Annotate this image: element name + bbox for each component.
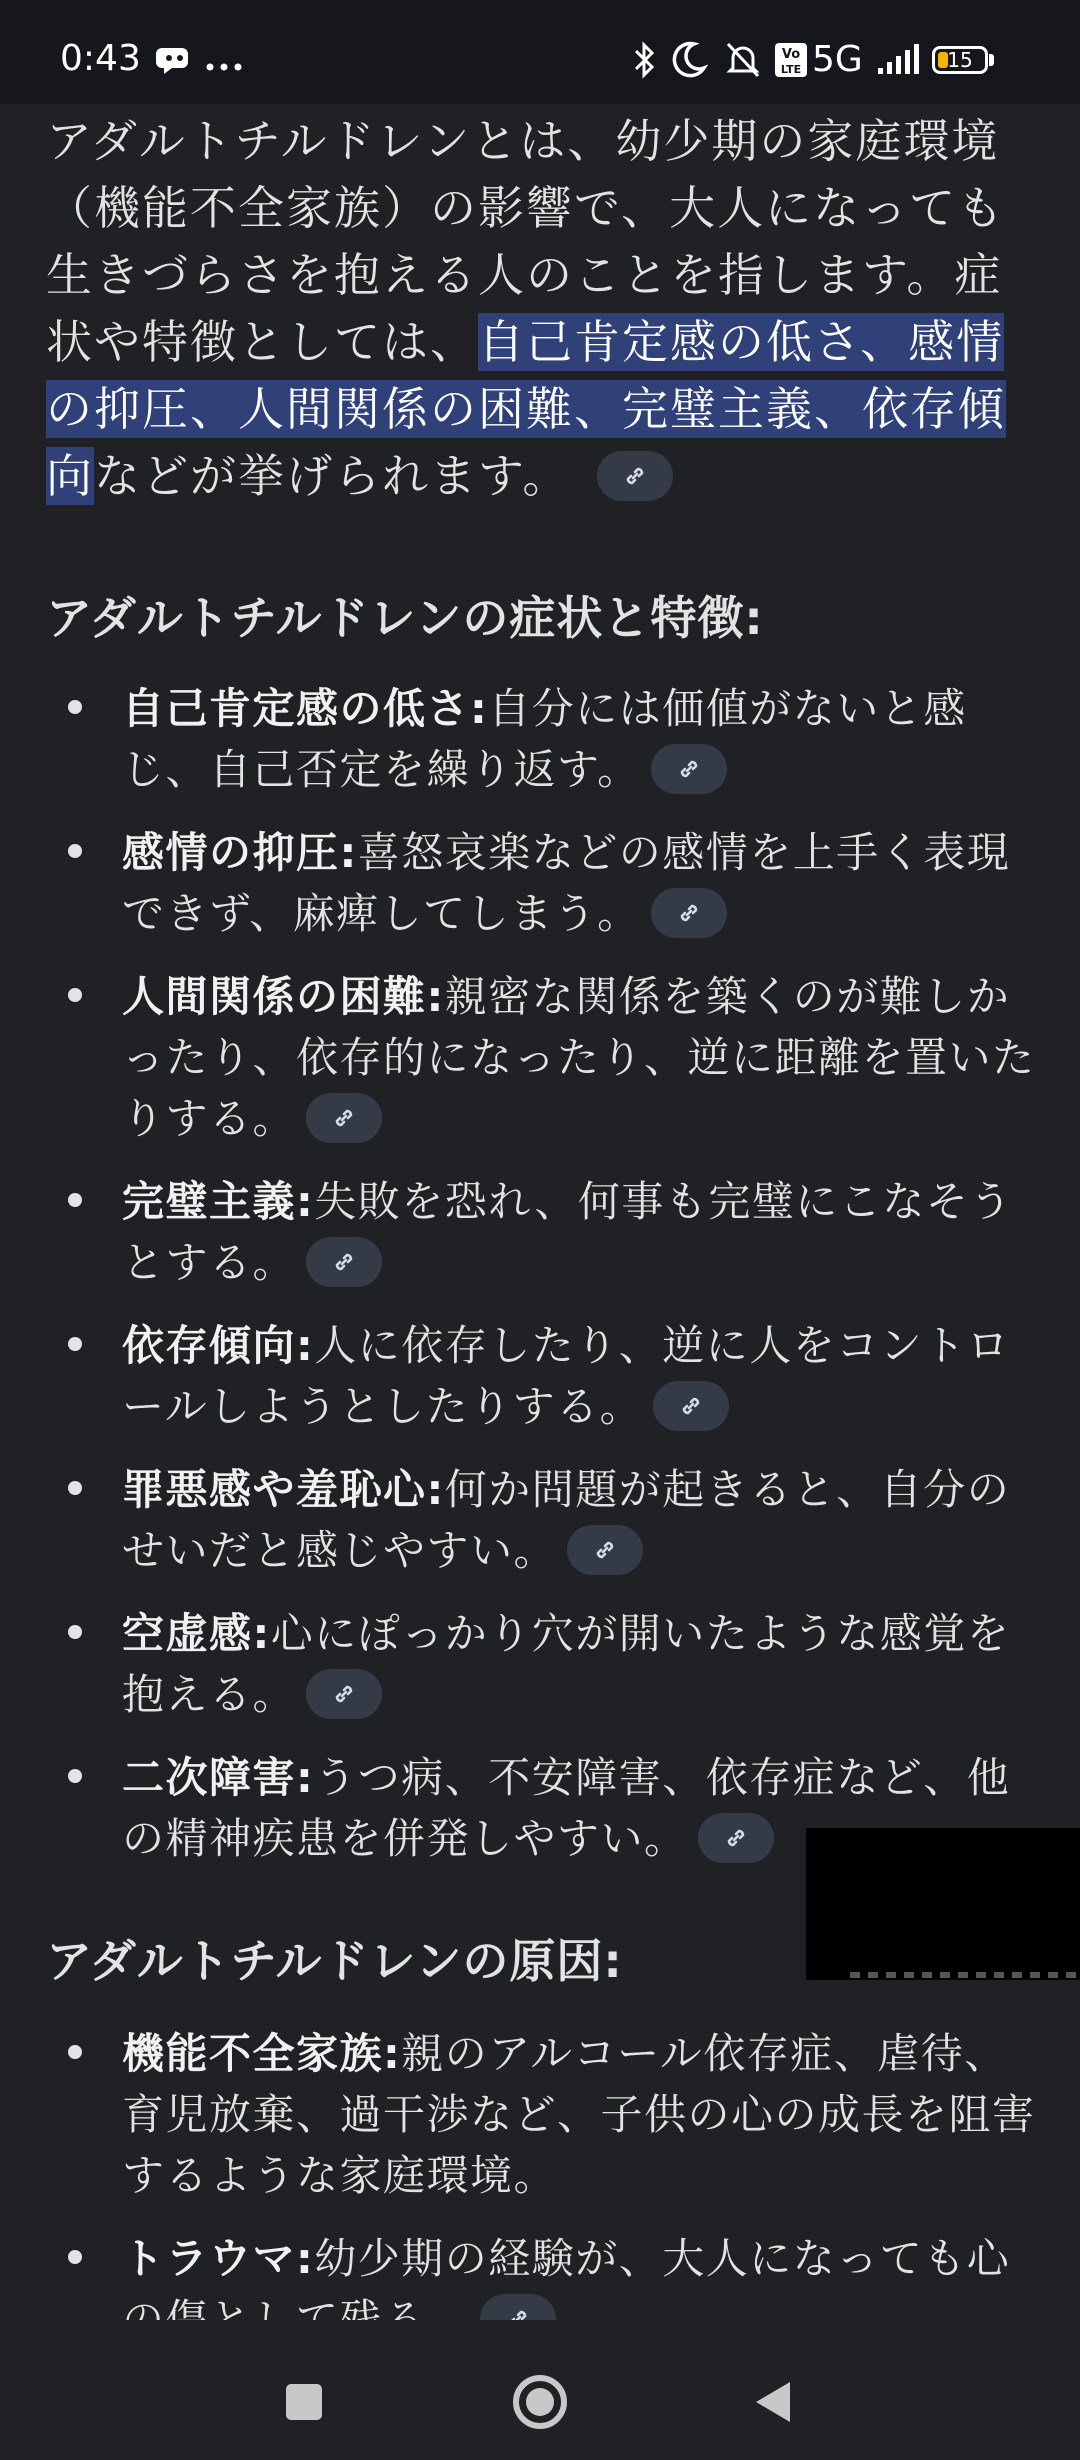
item-term: 完璧主義: xyxy=(122,1177,315,1226)
item-term: 依存傾向: xyxy=(122,1321,315,1370)
do-not-disturb-icon xyxy=(672,40,708,84)
source-link-chip[interactable] xyxy=(653,1381,729,1431)
list-item xyxy=(46,1459,1036,1581)
item-term: 機能不全家族: xyxy=(122,2029,402,2078)
status-bar xyxy=(0,0,1080,104)
item-desc: 何か問題が起きると、自分のせいだと感じやすい。 xyxy=(122,1465,1011,1575)
source-link-chip[interactable] xyxy=(651,744,727,794)
item-term: 罪悪感や羞恥心: xyxy=(122,1465,445,1514)
link-icon xyxy=(592,1537,618,1563)
intro-highlight[interactable]: 自己肯定感の低さ、感情の抑圧、人間関係の困難、完璧主義、依存傾向 xyxy=(46,315,1006,503)
item-desc: 人に依存したり、逆に人をコントロールしようとしたりする。 xyxy=(122,1321,1011,1431)
response-content xyxy=(46,104,1036,2372)
status-time: 0:43 xyxy=(60,38,141,79)
item-term: トラウマ: xyxy=(122,2234,315,2283)
network-type: 5G xyxy=(812,39,863,80)
item-term: 自己肯定感の低さ: xyxy=(122,684,489,733)
list-item xyxy=(46,678,1036,800)
more-dots-icon xyxy=(206,56,242,75)
battery-icon xyxy=(932,46,988,74)
link-icon xyxy=(331,1681,357,1707)
causes-list xyxy=(46,2023,1036,2350)
link-icon xyxy=(331,1249,357,1275)
svg-text:LTE: LTE xyxy=(780,63,802,76)
item-desc: 喜怒哀楽などの感情を上手く表現できず、麻痺してしまう。 xyxy=(122,828,1011,938)
list-item xyxy=(46,1171,1036,1293)
item-desc: 失敗を恐れ、何事も完璧にこなそうとする。 xyxy=(122,1177,1013,1287)
intro-text: アダルトチルドレンとは、幼少期の家庭環境（機能不全家族）の影響で、大人になっても生きづらさを抱える人のことを指します。症状や特徴としては、 xyxy=(46,114,1006,369)
source-link-chip[interactable] xyxy=(597,451,673,501)
assistant-icon xyxy=(156,42,194,80)
bluetooth-icon xyxy=(632,40,658,84)
recent-apps-icon[interactable] xyxy=(282,2380,326,2428)
list-item xyxy=(46,822,1036,944)
link-icon xyxy=(622,463,648,489)
source-link-chip[interactable] xyxy=(306,1669,382,1719)
item-desc: 親密な関係を築くのが難しかったり、依存的になったり、逆に距離を置いたりする。 xyxy=(122,972,1036,1143)
symptoms-heading: アダルトチルドレンの症状と特徴: xyxy=(46,591,764,645)
volte-icon xyxy=(774,42,808,82)
list-item xyxy=(46,2023,1036,2206)
source-link-chip[interactable] xyxy=(306,1237,382,1287)
link-icon xyxy=(678,1393,704,1419)
back-icon[interactable] xyxy=(750,2378,796,2430)
source-link-chip[interactable] xyxy=(306,1093,382,1143)
item-desc: 親のアルコール依存症、虐待、育児放棄、過干渉など、子供の心の成長を阻害するような家庭環境。 xyxy=(122,2029,1036,2200)
list-item xyxy=(46,1603,1036,1725)
source-link-chip[interactable] xyxy=(698,1813,774,1863)
source-link-chip[interactable] xyxy=(651,888,727,938)
list-item xyxy=(46,1315,1036,1437)
silent-bell-icon xyxy=(724,40,762,84)
redacted-block xyxy=(806,1828,1080,1980)
link-icon xyxy=(676,756,702,782)
symptoms-list xyxy=(46,678,1036,1869)
navigation-bar xyxy=(0,2320,1080,2460)
intro-text-after: などが挙げられます。 xyxy=(94,449,571,503)
home-icon[interactable] xyxy=(510,2372,570,2436)
item-desc: 幼少期の経験が、大人になっても心 xyxy=(314,2234,1011,2283)
item-term: 人間関係の困難: xyxy=(122,972,445,1021)
item-desc: 自分には価値がないと感じ、自己否定を繰り返す。 xyxy=(122,684,967,794)
item-desc: 心にぽっかり穴が開いたような感覚を抱える。 xyxy=(122,1609,1011,1719)
link-icon xyxy=(676,900,702,926)
item-desc: うつ病、不安障害、依存症など、他の精神疾患を併発しやすい。 xyxy=(122,1753,1011,1863)
source-link-chip[interactable] xyxy=(567,1525,643,1575)
list-item xyxy=(46,966,1036,1149)
causes-heading: アダルトチルドレンの原因: xyxy=(46,1934,623,1988)
signal-icon xyxy=(876,40,920,84)
intro-paragraph xyxy=(46,108,1036,510)
item-term: 感情の抑圧: xyxy=(122,828,358,877)
battery-level: 15 xyxy=(947,48,973,72)
item-term: 空虚感: xyxy=(122,1609,271,1658)
link-icon xyxy=(723,1825,749,1851)
svg-text:Vo: Vo xyxy=(781,47,801,62)
item-term: 二次障害: xyxy=(122,1753,315,1802)
link-icon xyxy=(331,1105,357,1131)
redacted-underline xyxy=(850,1972,1080,1978)
